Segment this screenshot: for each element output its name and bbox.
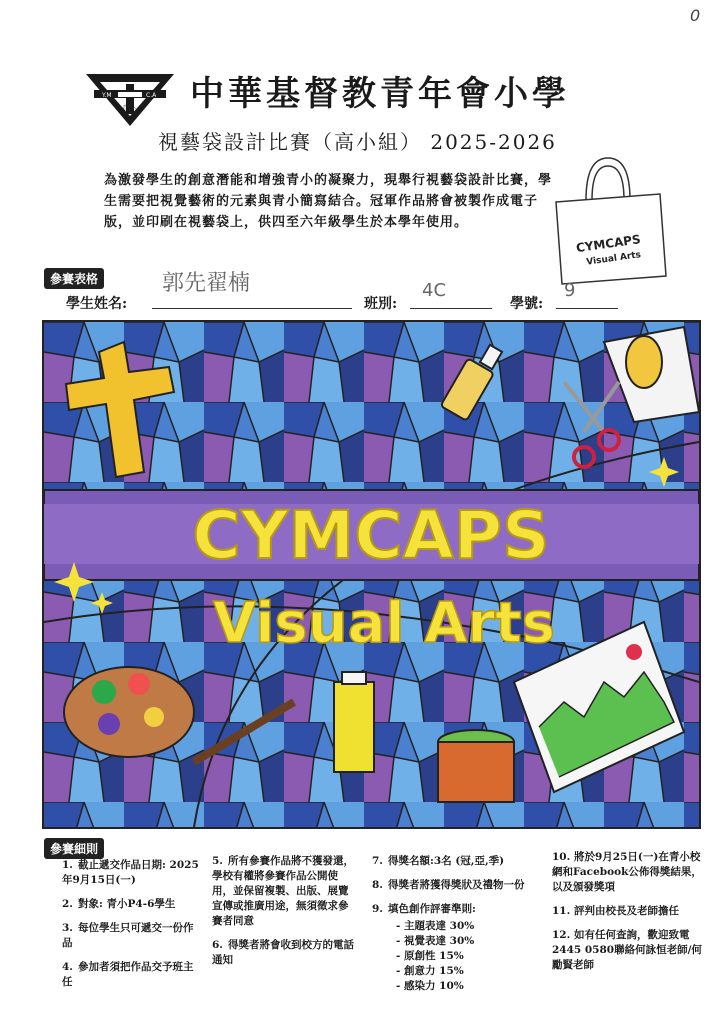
rule-item: 12. 如有任何查詢，歡迎致電2445 0580聯絡何詠恒老師/何勵賢老師 [552, 929, 702, 971]
page-title: 中華基督教青年會小學 [190, 74, 570, 114]
criteria-list [372, 919, 542, 994]
artwork-drawing [42, 320, 701, 829]
ymca-logo [84, 72, 176, 128]
rule-item: 2. 對象: 青小P4-6學生 [62, 898, 176, 910]
bag-text-line2: Visual Arts [585, 250, 642, 268]
rule-item: 7. 得獎名額:3名 (冠,亞,季) [372, 855, 505, 867]
rules-column-2 [212, 854, 354, 977]
logo-bottom-text: 青 小 [122, 105, 136, 112]
logo-right-text: C.A [146, 92, 157, 99]
rule-item: 5. 所有參賽作品將不獲發還，學校有權將參賽作品公開使用，並保留複製、出版、展覽宣傳或推廣用途，無須徵求參賽者同意 [212, 855, 354, 927]
rules-column-3 [372, 854, 542, 994]
criteria-item: - 創意力 15% [396, 965, 464, 977]
criteria-item: - 原創性 15% [396, 950, 464, 962]
rule-item: 1. 截止遞交作品日期: 2025年9月15日(一) [62, 859, 199, 886]
rule-item: 4. 參加者須把作品交予班主任 [62, 961, 194, 988]
class-value: 4C [422, 280, 447, 301]
rule-item: 10. 將於9月25日(一)在青小校網和Facebook公佈得獎結果，以及頒發獎項 [552, 851, 702, 893]
rule-item: 11. 評判由校長及老師擔任 [552, 905, 679, 917]
number-value: 9 [564, 280, 576, 301]
bag-text-line1: CYMCAPS [575, 232, 642, 256]
artwork-text-line2: Visual Arts [212, 591, 556, 656]
class-field[interactable] [410, 278, 492, 309]
intro-paragraph: 為激發學生的創意潛能和增強青小的凝聚力，現舉行視藝袋設計比賽，學生需要把視覺藝術的元素與青小簡寫結合。冠軍作品將會被製作成電子版，並印刷在視藝袋上，供四至六年級學生於本學年使用。 [104, 173, 553, 230]
name-value: 郭先翟楠 [162, 271, 251, 296]
rule-item: 6. 得獎者將會收到校方的電話通知 [212, 939, 354, 966]
number-field[interactable] [556, 278, 618, 309]
page-subtitle: 視藝袋設計比賽（高小組） 2025-2026 [158, 130, 557, 154]
logo-left-text: Y.M [102, 92, 112, 99]
rules-column-1 [62, 858, 202, 999]
bag-illustration [546, 150, 670, 290]
class-label: 班別: [364, 296, 398, 312]
form-section-tag: 參賽表格 [44, 268, 104, 289]
name-field[interactable] [152, 262, 352, 309]
criteria-item: - 視覺表達 30% [396, 935, 475, 947]
rules-section-tag: 參賽細則 [44, 838, 104, 859]
artwork-text-line1: CYMCAPS [192, 497, 550, 574]
rules-column-4 [552, 850, 702, 982]
rule-item: 8. 得獎者將獲得獎狀及禮物一份 [372, 879, 525, 891]
rule-item: 9. 填色創作評審準則: [372, 903, 476, 915]
number-label: 學號: [510, 296, 544, 312]
page-number: 0 [690, 6, 701, 25]
criteria-item: - 感染力 10% [396, 980, 464, 992]
rule-item: 3. 每位學生只可遞交一份作品 [62, 922, 194, 949]
criteria-item: - 主題表達 30% [396, 920, 475, 932]
name-label: 學生姓名: [66, 296, 128, 312]
